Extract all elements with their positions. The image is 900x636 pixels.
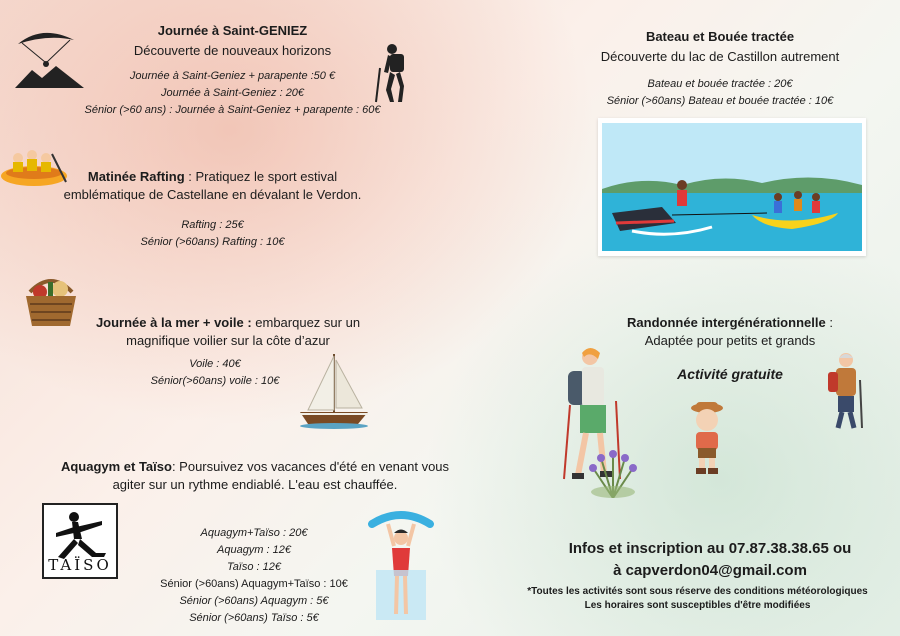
contact-line-email: à capverdon04@gmail.com [613,562,807,579]
price-line: Sénior (>60ans) Taïso : 5€ [189,612,319,624]
price-line: Sénior(>60ans) voile : 10€ [150,375,280,387]
aquagym-block [20,458,490,494]
bateau-subtitle: Découverte du lac de Castillon autrement [600,49,840,64]
rafting-desc-2: emblématique de Castellane en dévalant le Verdon. [63,187,362,202]
price-line: Aquagym : 12€ [217,544,291,556]
price-line: Sénior (>60ans) Rafting : 10€ [140,236,285,248]
rafting-title: Matinée Rafting [87,169,185,184]
aquagym-desc: : Poursuivez vos vacances d'été en venant vous [171,459,450,474]
rafting-desc: : Pratiquez le sport estival [184,169,338,184]
mer-voile-desc: embarquez sur un [251,315,361,330]
saint-geniez-block [60,22,405,119]
aquagym-swimmer-icon [368,510,434,622]
disclaimer-schedule: Les horaires sont susceptibles d'être modifiées [584,600,811,611]
price-line: Sénior (>60ans) Aquagym+Taïso : 10€ [160,578,348,590]
randonnee-subtitle: Adaptée pour petits et grands [644,333,816,348]
price-line: Journée à Saint-Geniez + parapente :50 € [129,70,336,82]
aquagym-prices [140,525,368,627]
boat-photo-frame [598,118,866,256]
free-activity-label: Activité gratuite [677,366,783,382]
child-hiker-icon [684,398,730,474]
sailboat-icon [296,350,372,430]
aquagym-title: Aquagym et Taïso [60,459,172,474]
taiso-logo [42,503,118,579]
hiker-icon [370,42,410,104]
mer-voile-prices [110,356,320,390]
mer-voile-desc-2: magnifique voilier sur la côte d’azur [126,333,330,348]
price-line: Sénior (>60ans) Aquagym : 5€ [179,595,329,607]
saint-geniez-title: Journée à Saint-GENIEZ [157,23,308,38]
disclaimer-block [500,585,895,613]
price-line: Aquagym+Taïso : 20€ [200,527,308,539]
mer-voile-block [68,314,388,350]
price-line: Taïso : 12€ [226,561,282,573]
bateau-block [560,28,880,110]
disclaimer-weather: *Toutes les activités sont sous réserve des conditions météorologiques [527,586,868,597]
price-line: Sénior (>60 ans) : Journée à Saint-Geniez + parapente : 60€ [84,104,381,116]
saint-geniez-subtitle: Découverte de nouveaux horizons [133,43,332,58]
taiso-logo-text: TAÏSO [48,556,112,574]
paraglider-icon [12,26,87,91]
lavender-icon [583,448,643,498]
contact-block [530,538,890,582]
price-line: Sénior (>60ans) Bateau et bouée tractée : 10€ [606,95,834,107]
randonnee-title-suffix: : [825,315,833,330]
senior-hiker-icon [822,350,866,430]
randonnee-title: Randonnée intergénérationnelle [627,315,826,330]
aquagym-desc-2: agiter sur un rythme endiablé. L'eau est chauffée. [112,477,398,492]
jetski-banana-boat-illustration [602,123,862,251]
price-line: Rafting : 25€ [181,219,244,231]
rafting-block [30,168,395,251]
martial-arts-icon [44,509,116,561]
contact-line-phone: Infos et inscription au 07.87.38.38.65 ou [568,540,852,557]
price-line: Voile : 40€ [189,358,241,370]
bateau-title: Bateau et Bouée tractée [645,29,795,44]
mer-voile-title: Journée à la mer + voile : [95,315,252,330]
price-line: Bateau et bouée tractée : 20€ [647,78,793,90]
price-line: Journée à Saint-Geniez : 20€ [160,87,305,99]
